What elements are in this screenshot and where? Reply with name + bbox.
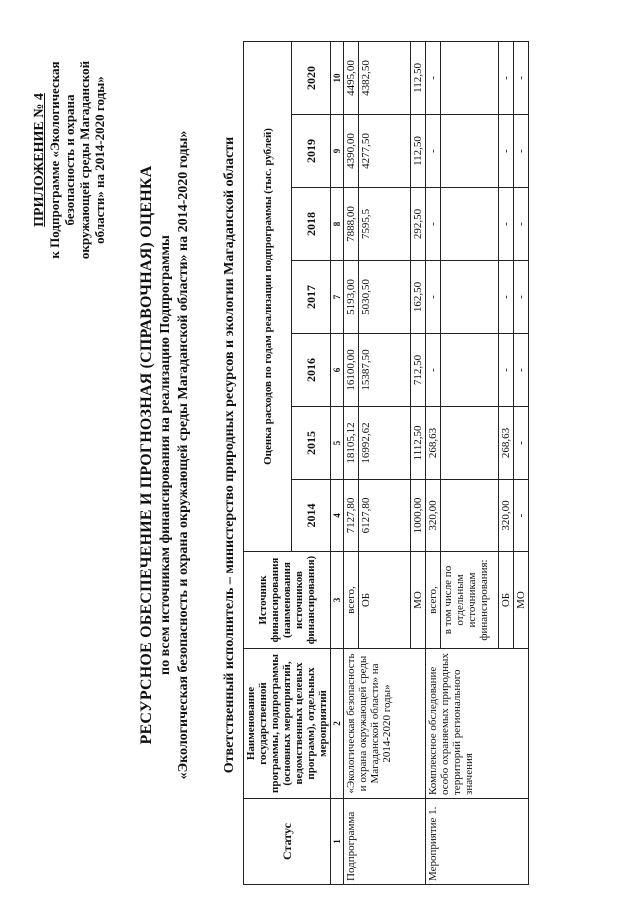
value-cell: - (499, 115, 514, 188)
title-main: РЕСУРСНОЕ ОБЕСПЕЧЕНИЕ И ПРОГНОЗНАЯ (СПРАВОЧНАЯ) ОЦЕНКА (138, 165, 155, 745)
column-index: 2 (331, 649, 344, 799)
value-cell: - (499, 334, 514, 407)
subprogram-name: «Экологическая безопасность и охрана окружающей среды Магаданской области» на 2014-2020 годы» (344, 649, 426, 799)
header-year: 2016 (292, 334, 331, 407)
title-line-2: по всем источникам финансирования на реализацию Подпрограммы (158, 235, 173, 675)
table-row (426, 41, 441, 884)
source-cell: МО (411, 552, 426, 649)
value-cell: 15387,50 (359, 334, 411, 407)
value-cell (441, 41, 499, 114)
value-cell (441, 334, 499, 407)
value-cell: 4495,00 (344, 41, 359, 114)
header-name: Наименование государственной программы, подпрограммы (основных мероприятий, ведомственных целевых программ), отдельных мероприятий (244, 649, 331, 799)
table-row (344, 41, 359, 884)
value-cell: - (499, 41, 514, 114)
value-cell: - (499, 188, 514, 261)
value-cell: 5030,50 (359, 261, 411, 334)
measure-name: Комплексное обследование особо охраняемых природных территорий регионального значения (426, 649, 529, 799)
value-cell: - (426, 115, 441, 188)
measure-status: Мероприятие 1. (426, 799, 529, 885)
header-year: 2017 (292, 261, 331, 334)
header-year: 2014 (292, 480, 331, 552)
value-cell: 268,63 (426, 407, 441, 480)
appendix-line: к Подпрограмме «Экологическая (47, 61, 62, 259)
value-cell: - (514, 261, 529, 334)
appendix-line: области» на 2014-2020 годы» (92, 76, 107, 244)
value-cell: 7888,00 (344, 188, 359, 261)
value-cell: 268,63 (499, 407, 514, 480)
value-cell: 4277,50 (359, 115, 411, 188)
value-cell: 112,50 (411, 115, 426, 188)
value-cell: 18105,12 (344, 407, 359, 480)
column-index: 9 (331, 115, 344, 188)
value-cell: 320,00 (426, 480, 441, 552)
value-cell: - (514, 334, 529, 407)
header-estimate: Оценка расходов по годам реализации подпрограммы (тыс. рублей) (244, 41, 292, 551)
source-cell: ОБ (359, 552, 411, 649)
value-cell: 6127,80 (359, 480, 411, 552)
column-index: 5 (331, 407, 344, 480)
value-cell: 4382,50 (359, 41, 411, 114)
column-index: 10 (331, 41, 344, 114)
value-cell: - (514, 480, 529, 552)
header-year: 2018 (292, 188, 331, 261)
source-cell: всего, (426, 552, 441, 649)
value-cell (441, 188, 499, 261)
value-cell: - (426, 334, 441, 407)
column-index: 4 (331, 480, 344, 552)
value-cell: 4390,00 (344, 115, 359, 188)
value-cell: - (514, 41, 529, 114)
header-status: Статус (244, 799, 331, 885)
value-cell: 162,50 (411, 261, 426, 334)
value-cell (441, 115, 499, 188)
subprogram-status: Подпрограмма (344, 799, 426, 885)
value-cell: 292,50 (411, 188, 426, 261)
value-cell: - (426, 188, 441, 261)
header-year: 2020 (292, 41, 331, 114)
value-cell: 712,50 (411, 334, 426, 407)
header-source: Источник финансирования (наименования источников финансирования) (244, 552, 331, 649)
header-year: 2019 (292, 115, 331, 188)
column-index: 8 (331, 188, 344, 261)
column-index: 3 (331, 552, 344, 649)
column-index: 7 (331, 261, 344, 334)
value-cell: - (499, 261, 514, 334)
document-title (138, 45, 192, 865)
title-line-3: «Экологическая безопасность и охрана окружающей среды Магаданской области» на 2014-2020 годы» (176, 130, 191, 780)
column-index: 6 (331, 334, 344, 407)
source-cell: ОБ (499, 552, 514, 649)
source-cell: всего, (344, 552, 359, 649)
value-cell: 7595,5 (359, 188, 411, 261)
value-cell (441, 407, 499, 480)
value-cell: - (514, 407, 529, 480)
value-cell: 16100,00 (344, 334, 359, 407)
appendix-number: ПРИЛОЖЕНИЕ № 4 (32, 93, 47, 227)
value-cell: 112,50 (411, 41, 426, 114)
value-cell: 1112,50 (411, 407, 426, 480)
column-index-row (331, 41, 344, 884)
value-cell: 5193,00 (344, 261, 359, 334)
appendix-header (32, 25, 107, 295)
value-cell: - (426, 261, 441, 334)
funding-table (243, 41, 529, 885)
value-cell: 320,00 (499, 480, 514, 552)
appendix-line: безопасность и охрана (62, 94, 77, 226)
value-cell (441, 480, 499, 552)
value-cell: 16992,62 (359, 407, 411, 480)
value-cell: - (426, 41, 441, 114)
value-cell (441, 261, 499, 334)
header-row (244, 41, 292, 884)
responsible-executor: Ответственный исполнитель – министерство природных ресурсов и экологии Магаданской области (222, 136, 237, 774)
column-index: 1 (331, 799, 344, 885)
source-cell: МО (514, 552, 529, 649)
appendix-line: окружающей среды Магаданской (77, 60, 92, 260)
header-year: 2015 (292, 407, 331, 480)
source-cell: в том числе по отдельным источникам финансирования: (441, 552, 499, 649)
value-cell: - (514, 115, 529, 188)
value-cell: 1000,00 (411, 480, 426, 552)
value-cell: 7127,80 (344, 480, 359, 552)
value-cell: - (514, 188, 529, 261)
